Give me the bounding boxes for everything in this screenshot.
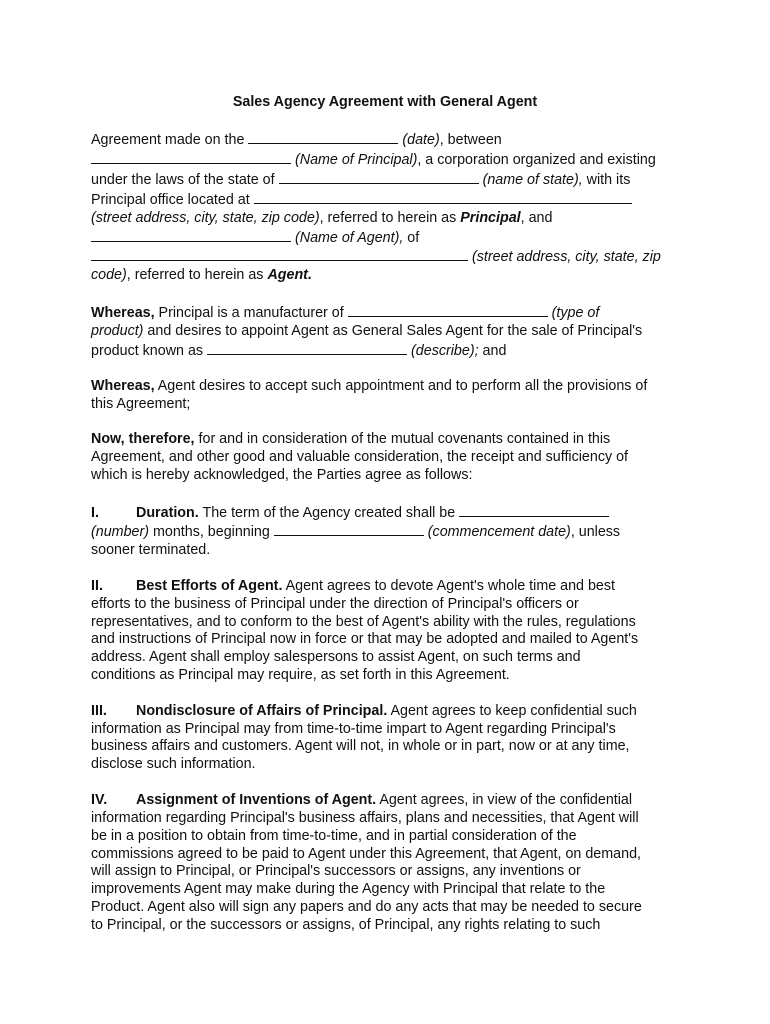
section-number: I.: [91, 504, 99, 521]
text: sooner terminated.: [91, 542, 211, 559]
text: improvements Agent may make during the Agency with Principal that relate to the: [91, 881, 606, 898]
text: Agent agrees to devote Agent's whole time and best: [282, 577, 615, 594]
text: of: [403, 229, 420, 246]
text: (commencement date): [427, 524, 571, 541]
document-body: [91, 130, 691, 953]
term-blank[interactable]: [459, 503, 609, 517]
text: The term of the Agency created shall be: [198, 504, 456, 521]
principal-address-blank[interactable]: [254, 190, 632, 204]
now-therefore-paragraph: [91, 431, 691, 485]
text: and: [478, 342, 507, 359]
text: Agent.: [267, 267, 312, 284]
text: , and: [520, 209, 553, 226]
text: and desires to appoint Agent as General Sales Agent for the sale of Principal's: [143, 322, 643, 339]
text: be in a position to obtain from time-to-time, and in partial consideration of the: [91, 827, 577, 844]
section-nondisclosure: [91, 703, 691, 775]
section-number: II.: [91, 577, 103, 594]
text: Agent desires to accept such appointment and to perform all the provisions of: [154, 377, 648, 394]
text: Product. Agent also will sign any papers and do any acts that may be needed to secure: [91, 899, 642, 916]
document-title: Sales Agency Agreement with General Agent: [232, 94, 538, 110]
state-blank[interactable]: [279, 170, 479, 184]
text: (date): [402, 132, 440, 148]
text: code): [91, 267, 127, 284]
text: Whereas,: [91, 377, 155, 394]
text: Agreement made on the: [91, 132, 245, 148]
text: Principal: [460, 209, 521, 226]
product-description-blank[interactable]: [207, 341, 407, 355]
text: conditions as Principal may require, as set forth in this Agreement.: [91, 667, 510, 684]
text: representatives, and to conform to the best of Agent's ability with the rules, regulations: [91, 613, 636, 630]
text: Whereas,: [91, 304, 155, 321]
text: Now, therefore,: [91, 431, 195, 448]
text: (Name of Agent),: [294, 229, 404, 246]
text: , unless: [570, 524, 621, 541]
text: (Name of Principal): [294, 151, 418, 168]
text: and instructions of Principal now in force or that may be adopted and mailed to Agent's: [91, 631, 639, 648]
product-type-blank[interactable]: [348, 303, 548, 317]
section-heading: Best Efforts of Agent.: [136, 577, 283, 594]
text: information as Principal may from time-to-time impart to Agent regarding Principal's: [91, 720, 616, 737]
text: Principal is a manufacturer of: [154, 304, 348, 321]
principal-name-blank[interactable]: [91, 150, 291, 164]
text: Agreement, and other good and valuable consideration, the receipt and sufficiency of: [91, 449, 629, 466]
text: to Principal, or the successors or assigns, of Principal, any rights relating to such: [91, 917, 601, 934]
text: , referred to herein as: [319, 209, 461, 226]
section-number: IV.: [91, 791, 108, 808]
text: information regarding Principal's business affairs, plans and necessities, that Agent will: [91, 809, 639, 826]
text: efforts to the business of Principal under the direction of Principal's officers or: [91, 595, 579, 612]
text: Agent agrees to keep confidential such: [387, 702, 637, 719]
text: commissions agreed to be paid to Agent under this Agreement, that Agent, on demand,: [91, 845, 641, 862]
intro-paragraph: [91, 130, 691, 285]
section-heading: Duration.: [136, 504, 199, 521]
text: (street address, city, state, zip code): [91, 209, 320, 226]
agent-name-blank[interactable]: [91, 228, 291, 242]
text: (street address, city, state, zip: [471, 249, 661, 266]
whereas-paragraph-2: [91, 378, 691, 414]
text: business affairs and customers. Agent will not, in whole or in part, now or at any time,: [91, 738, 630, 755]
text: (type of: [551, 304, 600, 321]
date-blank[interactable]: [248, 130, 398, 144]
text: disclose such information.: [91, 756, 256, 773]
text: (number): [91, 524, 149, 541]
section-heading: Assignment of Inventions of Agent.: [136, 791, 377, 808]
text: under the laws of the state of: [91, 171, 275, 188]
text: which is hereby acknowledged, the Parties agree as follows:: [91, 467, 473, 484]
section-heading: Nondisclosure of Affairs of Principal.: [136, 702, 388, 719]
agent-address-blank[interactable]: [91, 247, 468, 261]
section-number: III.: [91, 702, 107, 719]
text: Agent agrees, in view of the confidential: [376, 791, 633, 808]
text: product known as: [91, 342, 204, 359]
text: , a corporation organized and existing: [417, 151, 656, 168]
text: Principal office located at: [91, 191, 250, 208]
whereas-paragraph-1: [91, 303, 691, 361]
section-best-efforts: [91, 578, 691, 685]
text: this Agreement;: [91, 395, 191, 412]
text: with its: [582, 171, 631, 188]
commencement-date-blank[interactable]: [274, 522, 424, 536]
text: , referred to herein as: [126, 267, 268, 284]
section-inventions: [91, 792, 691, 935]
text: address. Agent shall employ salespersons to assist Agent, on such terms and: [91, 649, 581, 666]
section-duration: [91, 503, 691, 561]
text: product): [91, 322, 144, 339]
text: months, beginning: [149, 524, 270, 541]
text: for and in consideration of the mutual covenants contained in this: [194, 431, 611, 448]
text: will assign to Principal, or Principal's successors or assigns, any inventions or: [91, 863, 581, 880]
text: , between: [439, 132, 502, 148]
text: (describe);: [411, 342, 479, 359]
text: (name of state),: [482, 171, 583, 188]
